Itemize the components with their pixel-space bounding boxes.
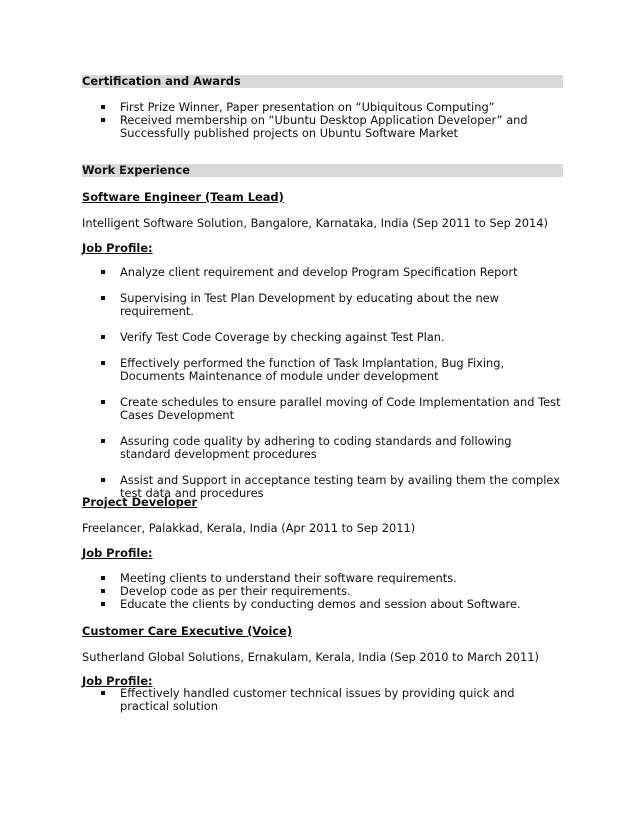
job1-profile-list <box>82 266 563 513</box>
certification-list <box>82 101 563 140</box>
job-profile-label-2: Job Profile: <box>82 546 153 560</box>
section-header-work-experience: Work Experience <box>82 164 563 177</box>
job3-profile-list <box>82 687 563 713</box>
list-item-text: Effectively performed the function of Task Implantation, Bug Fixing, Documents Maintenance of module under development <box>120 356 505 383</box>
job-company-3: Sutherland Global Solutions, Ernakulam, Kerala, India (Sep 2010 to March 2011) <box>82 650 539 664</box>
list-item-text: Received membership on “Ubuntu Desktop Application Developer” and Successfully published projects on Ubuntu Software Market <box>120 113 528 140</box>
bullet-icon <box>101 270 105 274</box>
job2-profile-list <box>82 572 563 611</box>
list-item <box>82 598 563 611</box>
section-header-certification: Certification and Awards <box>82 75 563 88</box>
bullet-icon <box>101 296 105 300</box>
bullet-icon <box>101 589 105 593</box>
list-item <box>82 114 563 140</box>
bullet-icon <box>101 691 105 695</box>
bullet-icon <box>101 118 105 122</box>
list-item-text: Supervising in Test Plan Development by educating about the new requirement. <box>120 291 499 318</box>
job-company-1: Intelligent Software Solution, Bangalore, Karnataka, India (Sep 2011 to Sep 2014) <box>82 216 548 230</box>
bullet-icon <box>101 602 105 606</box>
list-item <box>82 435 563 461</box>
list-item-text: Assist and Support in acceptance testing team by availing them the complex test data and procedures <box>120 473 560 500</box>
list-item <box>82 331 563 344</box>
job-company-2: Freelancer, Palakkad, Kerala, India (Apr 2011 to Sep 2011) <box>82 521 416 535</box>
list-item <box>82 687 563 713</box>
bullet-icon <box>101 576 105 580</box>
list-item-text: Assuring code quality by adhering to coding standards and following standard development procedures <box>120 434 512 461</box>
bullet-icon <box>101 335 105 339</box>
list-item-text: Educate the clients by conducting demos and session about Software. <box>120 597 521 611</box>
bullet-icon <box>101 400 105 404</box>
job-profile-label-1: Job Profile: <box>82 241 153 255</box>
list-item-text: Create schedules to ensure parallel moving of Code Implementation and Test Cases Development <box>120 395 561 422</box>
list-item-text: Analyze client requirement and develop Program Specification Report <box>120 265 518 279</box>
list-item-text: Verify Test Code Coverage by checking against Test Plan. <box>120 330 445 344</box>
job-title-customer-care: Customer Care Executive (Voice) <box>82 624 293 638</box>
job-title-software-engineer: Software Engineer (Team Lead) <box>82 190 284 204</box>
list-item <box>82 266 563 279</box>
list-item-text: Effectively handled customer technical issues by providing quick and practical solution <box>120 686 515 713</box>
job-profile-label-3: Job Profile: <box>82 674 153 688</box>
bullet-icon <box>101 105 105 109</box>
job-title-project-developer: Project Developer <box>82 495 198 509</box>
bullet-icon <box>101 439 105 443</box>
list-item-text: Develop code as per their requirements. <box>120 584 351 598</box>
list-item-text: Meeting clients to understand their software requirements. <box>120 571 457 585</box>
bullet-icon <box>101 361 105 365</box>
list-item-text: First Prize Winner, Paper presentation on “Ubiquitous Computing” <box>120 100 495 114</box>
list-item <box>82 396 563 422</box>
list-item <box>82 357 563 383</box>
list-item <box>82 292 563 318</box>
bullet-icon <box>101 478 105 482</box>
